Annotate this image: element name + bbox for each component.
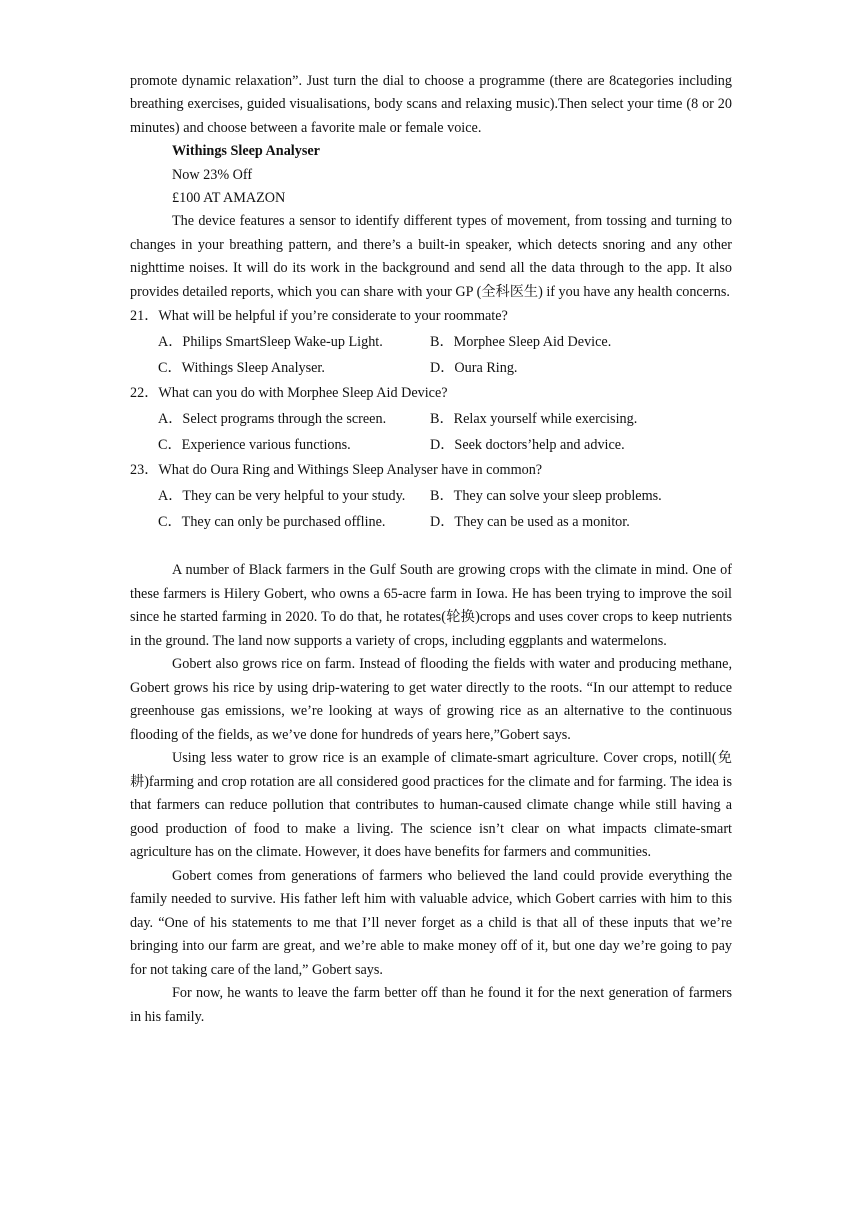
product-discount: Now 23% Off <box>172 166 253 183</box>
question-stem: 21．What will be helpful if you’re considerate to your roommate? <box>130 308 508 325</box>
option-a: A．Select programs through the screen. <box>158 411 387 428</box>
question-options <box>130 406 732 458</box>
option-c: C．Withings Sleep Analyser. <box>158 360 325 377</box>
reading-passage <box>130 559 732 1029</box>
question-22 <box>130 381 732 458</box>
option-d: D．They can be used as a monitor. <box>430 514 630 531</box>
question-stem: 23．What do Oura Ring and Withings Sleep Analyser have in common? <box>130 462 543 479</box>
intro-paragraph: promote dynamic relaxation”. Just turn the dial to choose a programme (there are 8categories including breathing exercises, guided visualisations, body scans and relaxing music).Then select your time (8 or 20 minutes) and choose between a favorite male or female voice. <box>130 73 732 136</box>
product-description: The device features a sensor to identify different types of movement, from tossing and turning to changes in your breathing pattern, and there’s a built-in speaker, which detects snoring and any other nighttime noises. It will do its work in the background and send all the data through to the app. It also provides detailed reports, which you can share with your GP (全科医生) if you have any health concerns. <box>130 213 732 300</box>
question-23 <box>130 458 732 535</box>
question-stem: 22．What can you do with Morphee Sleep Aid Device? <box>130 385 448 402</box>
option-c: C．They can only be purchased offline. <box>158 514 386 531</box>
product-price: £100 AT AMAZON <box>172 190 286 207</box>
question-21 <box>130 304 732 381</box>
question-options <box>130 483 732 535</box>
document-page <box>130 70 732 1029</box>
option-a: A．Philips SmartSleep Wake-up Light. <box>158 334 383 351</box>
passage-paragraph: For now, he wants to leave the farm better off than he found it for the next generation of farmers in his family. <box>130 985 732 1025</box>
passage-paragraph: Gobert also grows rice on farm. Instead of flooding the fields with water and producing methane, Gobert grows his rice by using drip-watering to get water directly to the roots. “In our attempt to reduce greenhouse gas emissions, we’re looking at ways of growing rice as an alternative to the continuous flooding of the fields, as we’ve done for hundreds of years here,”Gobert says. <box>130 656 732 743</box>
option-b: B．Morphee Sleep Aid Device. <box>430 334 612 351</box>
option-d: D．Oura Ring. <box>430 360 518 377</box>
product-name: Withings Sleep Analyser <box>172 143 320 160</box>
option-a: A．They can be very helpful to your study. <box>158 488 406 505</box>
question-options <box>130 329 732 381</box>
section-gap <box>130 535 732 559</box>
option-d: D．Seek doctors’help and advice. <box>430 437 625 454</box>
option-b: B．They can solve your sleep problems. <box>430 488 662 505</box>
passage-paragraph: A number of Black farmers in the Gulf South are growing crops with the climate in mind. One of these farmers is Hilery Gobert, who owns a 65-acre farm in Iowa. He has been trying to improve the soil since he started farming in 2020. To do that, he rotates(轮换)crops and uses cover crops to keep nutrients in the ground. The land now supports a variety of crops, including eggplants and watermelons. <box>130 562 732 649</box>
option-b: B．Relax yourself while exercising. <box>430 411 638 428</box>
passage-paragraph: Using less water to grow rice is an example of climate-smart agriculture. Cover crops, notill(免耕)farming and crop rotation are all considered good practices for the climate and for farming. The idea is that farmers can reduce pollution that contributes to human-caused climate change while still having a good production of food to make a living. The science isn’t clear on what impacts climate-smart agriculture has on the climate. However, it does have benefits for farmers and communities. <box>130 750 732 861</box>
passage-paragraph: Gobert comes from generations of farmers who believed the land could provide everything the family needed to survive. His father left him with valuable advice, which Gobert carries with him to this day. “One of his statements to me that I’ll never forget as a child is that all of these inputs that we’re bringing into our farm are great, and we’re able to make money off of it, but one day we’re going to pay for not taking care of the land,” Gobert says. <box>130 867 732 978</box>
option-c: C．Experience various functions. <box>158 437 351 454</box>
